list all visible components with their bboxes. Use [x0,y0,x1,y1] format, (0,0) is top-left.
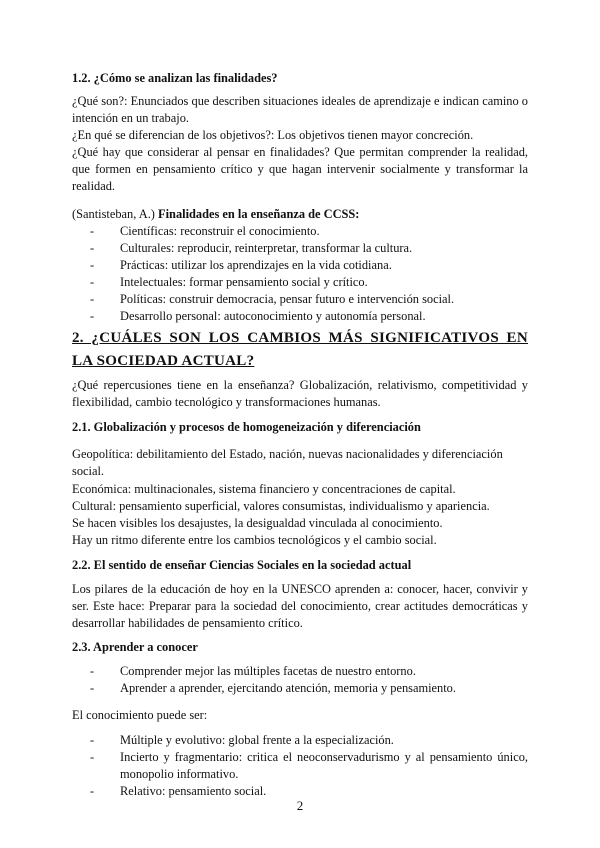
section-2-2-heading: 2.2. El sentido de enseñar Ciencias Sociales en la sociedad actual [72,557,412,572]
conocimiento-list [72,732,528,800]
finalidades-list-block [72,206,528,325]
list-item: - Relativo: pensamiento social. [72,783,528,800]
section-2-heading: 2. ¿CUÁLES SON LOS CAMBIOS MÁS SIGNIFICATIVOS EN LA SOCIEDAD ACTUAL? [72,330,528,369]
list-item: - Intelectuales: formar pensamiento social y crítico. [72,274,528,291]
paragraph: Cultural: pensamiento superficial, valores consumistas, individualismo y apariencia. [72,498,490,513]
list-item: - Culturales: reproducir, reinterpretar, transformar la cultura. [72,240,528,257]
list-item: - Aprender a aprender, ejercitando atención, memoria y pensamiento. [72,680,528,697]
list-item: - Prácticas: utilizar los aprendizajes en la vida cotidiana. [72,257,528,274]
list-item: - Comprender mejor las múltiples facetas de nuestro entorno. [72,663,528,680]
list-item: - Incierto y fragmentario: critica el neoconservadurismo y al pensamiento único, monopolio informativo. [72,749,528,783]
list-title: Finalidades en la enseñanza de CCSS: [158,207,360,221]
section-2-2-body: Los pilares de la educación de hoy en la UNESCO aprenden a: conocer, hacer, convivir y ser. Este hace: Preparar para la sociedad del conocimiento, crear actitudes democráticas y desarrollar habilidades de pensamiento crítico. [72,581,528,630]
list-item: - Científicas: reconstruir el conocimiento. [72,223,528,240]
paragraph: Hay un ritmo diferente entre los cambios tecnológicos y el cambio social. [72,533,437,548]
page-content [72,70,528,800]
section-2-1-heading: 2.1. Globalización y procesos de homogeneización y diferenciación [72,420,421,434]
list-item: - Desarrollo personal: autoconocimiento y autonomía personal. [72,308,528,325]
page-number: 2 [296,798,304,813]
paragraph: Económica: multinacionales, sistema financiero y concentraciones de capital. [72,481,456,496]
paragraph: Geopolítica: debilitamiento del Estado, nación, nuevas nacionalidades y diferenciación social. [72,447,503,479]
section-2-3-heading: 2.3. Aprender a conocer [72,639,198,654]
section-1-2-heading: 1.2. ¿Cómo se analizan las finalidades? [72,71,278,85]
finalidades-list [72,223,528,325]
conocimiento-lead: El conocimiento puede ser: [72,707,208,722]
paragraph: ¿En qué se diferencian de los objetivos?: Los objetivos tienen mayor concreción. [72,128,474,142]
paragraph: Se hacen visibles los desajustes, la desigualdad vinculada al conocimiento. [72,516,443,531]
citation: (Santisteban, A.) [72,207,155,221]
section-2-intro: ¿Qué repercusiones tiene en la enseñanza? Globalización, relativismo, competitividad y flexibilidad, cambio tecnológico y transformaciones humanas. [72,378,528,409]
section-1-2-body [72,93,528,195]
aprender-list [72,663,528,697]
paragraph: ¿Qué hay que considerar al pensar en finalidades? Que permitan comprender la realidad, que formen en pensamiento crítico y que hagan intervenir socialmente y transformar la realidad. [72,145,528,193]
paragraph: ¿Qué son?: Enunciados que describen situaciones ideales de aprendizaje e indican camino o intención en un trabajo. [72,94,528,125]
section-2-1-body [72,446,528,550]
list-item: - Políticas: construir democracia, pensar futuro e intervención social. [72,291,528,308]
list-item: - Múltiple y evolutivo: global frente a la especialización. [72,732,528,749]
